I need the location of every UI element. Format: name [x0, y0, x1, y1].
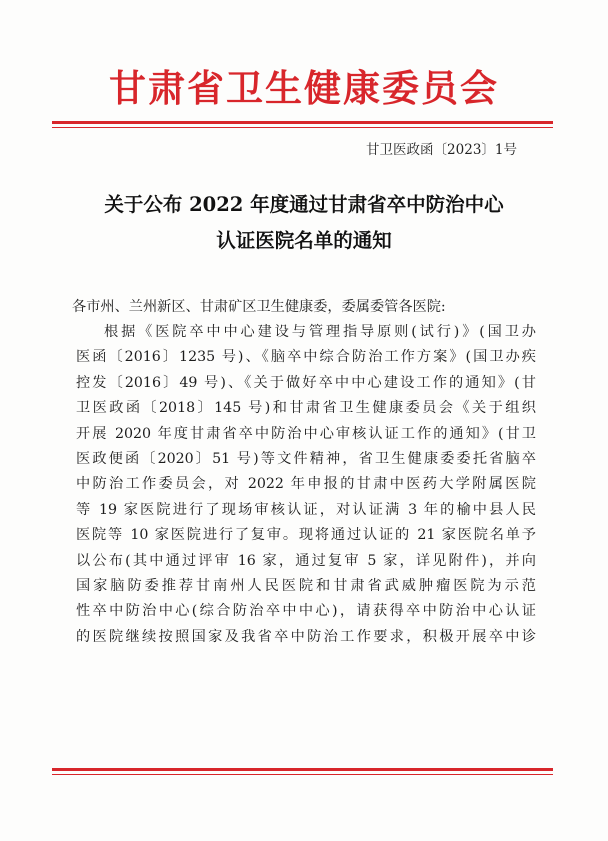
body-line: 等 19 家医院进行了现场审核认证，对认证满 3 年的榆中县人民 — [76, 501, 536, 518]
org-letterhead-title: 甘肃省卫生健康委员会 — [109, 66, 499, 110]
body-line: 的医院继续按照国家及我省卒中防治工作要求，积极开展卒中诊 — [76, 628, 536, 645]
notice-title-line-1: 关于公布 2022 年度通过甘肃省卒中防治中心 — [104, 193, 504, 216]
body-paragraph — [76, 320, 536, 650]
footer-red-rule-thin — [52, 774, 553, 775]
body-line: 中防治工作委员会，对 2022 年申报的甘肃中医药大学附属医院 — [76, 476, 536, 493]
notice-title-line-2: 认证医院名单的通知 — [216, 229, 392, 252]
body-line: 医院等 10 家医院进行了复审。现将通过认证的 21 家医院名单予 — [76, 527, 536, 544]
body-line: 国家脑防委推荐甘南州人民医院和甘肃省武威肿瘤医院为示范 — [76, 577, 536, 594]
body-line: 医政便函〔2020〕51 号)等文件精神，省卫生健康委委托省脑卒 — [76, 450, 536, 467]
body-line: 医函〔2016〕1235 号)、《脑卒中综合防治工作方案》(国卫办疾 — [76, 349, 536, 366]
body-line: 根据《医院卒中中心建设与管理指导原则(试行)》(国卫办 — [104, 324, 536, 340]
header-red-rule-thin — [52, 127, 553, 128]
body-line: 性卒中防治中心(综合防治卒中中心)，请获得卒中防治中心认证 — [76, 603, 536, 620]
body-line: 控发〔2016〕49 号)、《关于做好卒中中心建设工作的通知》(甘 — [76, 374, 536, 391]
body-line: 以公布(其中通过评审 16 家，通过复审 5 家，详见附件)，并向 — [76, 552, 536, 569]
body-line: 卫医政函〔2018〕145 号)和甘肃省卫生健康委员会《关于组织 — [76, 400, 536, 417]
recipients-line: 各市州、兰州新区、甘肃矿区卫生健康委，委属委管各医院: — [72, 299, 446, 315]
footer-red-rule-thick — [52, 768, 553, 771]
header-red-rule-thick — [52, 121, 553, 124]
body-line: 开展 2020 年度甘肃省卒中防治中心审核认证工作的通知》(甘卫 — [76, 425, 536, 442]
document-number: 甘卫医政函〔2023〕1号 — [366, 142, 517, 158]
